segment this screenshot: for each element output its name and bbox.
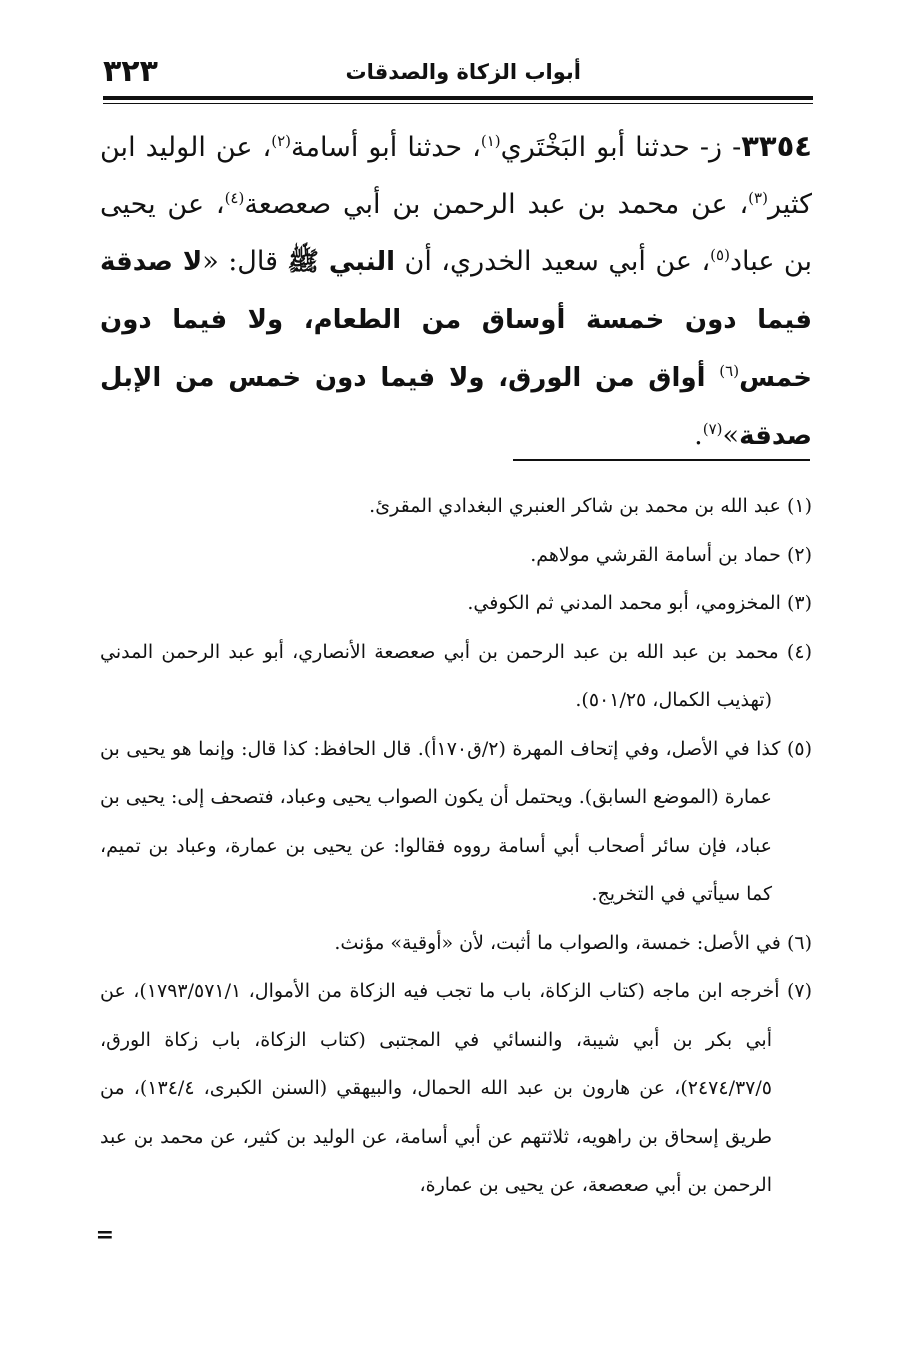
footnote-text: عبد الله بن محمد بن شاكر العنبري البغدادي المقرئ. bbox=[369, 495, 781, 517]
hadith-text bbox=[100, 118, 812, 465]
header-rule-thin bbox=[103, 103, 813, 104]
hadith-part: قال: « bbox=[202, 246, 288, 277]
footnote-number: (٤) bbox=[786, 640, 812, 663]
header-title: أبواب الزكاة والصدقات bbox=[345, 60, 581, 84]
footnote-text: المخزومي، أبو محمد المدني ثم الكوفي. bbox=[467, 592, 781, 614]
footnote bbox=[100, 628, 812, 725]
hadith-part: ، عن محمد بن عبد الرحمن بن أبي صعصعة bbox=[244, 189, 749, 220]
footnote-separator bbox=[513, 459, 810, 461]
footnote bbox=[100, 725, 812, 919]
prophetic-saying: لا صدقة فيما دون خمسة أوساق من الطعام، ولا فيما دون خمس bbox=[100, 247, 812, 393]
hadith-dash: - ز- bbox=[689, 132, 742, 163]
hadith-part: ، عن الوليد ابن كثير bbox=[100, 132, 812, 220]
footnote-text: حماد بن أسامة القرشي مولاهم. bbox=[530, 543, 781, 566]
footnote-text: محمد بن عبد الله بن عبد الرحمن بن أبي صعصعة الأنصاري، أبو عبد الرحمن المدني (تهذيب الكمال، ٥٠١/٢٥). bbox=[100, 640, 779, 711]
hadith-number: ٣٣٥٤ bbox=[741, 129, 813, 163]
hadith-part: ، حدثنا أبو أسامة bbox=[291, 132, 481, 163]
running-header bbox=[103, 54, 813, 92]
footnote-reference: (٧) bbox=[702, 420, 723, 438]
footnote-number: (١) bbox=[786, 495, 812, 517]
footnote-reference: (٤) bbox=[224, 189, 245, 207]
footnote-number: (٧) bbox=[786, 980, 812, 1002]
footnote bbox=[100, 531, 812, 580]
hadith-part: ، عن يحيى بن عباد bbox=[100, 189, 812, 277]
footnote-reference: (٥) bbox=[710, 246, 730, 264]
prophet-mention: النبي ﷺ bbox=[287, 247, 396, 277]
footnotes bbox=[100, 482, 812, 1210]
footnote-text: في الأصل: خمسة، والصواب ما أثبت، لأن «أوقية» مؤنث. bbox=[334, 931, 781, 954]
hadith-part: » bbox=[722, 420, 740, 451]
footnote-reference: (٢) bbox=[271, 132, 292, 150]
continuation-mark: = bbox=[95, 1222, 114, 1248]
footnote-number: (٣) bbox=[786, 592, 812, 614]
footnote-reference: (٣) bbox=[748, 189, 768, 207]
page-number: ٣٢٣ bbox=[103, 54, 158, 89]
footnote bbox=[100, 967, 812, 1210]
footnote bbox=[100, 482, 812, 531]
footnote-reference: (١) bbox=[480, 132, 501, 150]
footnote-text: كذا في الأصل، وفي إتحاف المهرة (٢/ق١٧٠أ). قال الحافظ: كذا قال: وإنما هو يحيى بن عمارة (الموضع السابق). ويحتمل أن يكون الصواب يحيى وعباد، فتصحف إلى: يحيى بن عباد، فإن سائر أصحاب أبي أسامة رووه فقالوا: عن يحيى بن عمارة، وعباد بن تميم، كما سيأتي في التخريج. bbox=[100, 737, 781, 905]
header-rule-thick bbox=[103, 96, 813, 100]
footnote-number: (٢) bbox=[786, 543, 812, 566]
footnote-number: (٦) bbox=[786, 931, 812, 954]
hadith-end: . bbox=[694, 420, 703, 451]
hadith-part: حدثنا أبو البَخْتَري bbox=[500, 132, 690, 163]
footnote bbox=[100, 919, 812, 968]
footnote bbox=[100, 579, 812, 628]
footnote-reference: (٦) bbox=[719, 362, 740, 380]
prophetic-saying: أواق من الورق، ولا فيما دون خمس من الإبل صدقة bbox=[100, 363, 812, 451]
hadith-part: ، عن أبي سعيد الخدري، أن bbox=[395, 246, 711, 277]
footnote-number: (٥) bbox=[786, 737, 812, 760]
footnote-text: أخرجه ابن ماجه (كتاب الزكاة، باب ما تجب فيه الزكاة من الأموال، ١٧٩٣/٥٧١/١)، عن أبي بكر بن أبي شيبة، والنسائي في المجتبى (كتاب الزكاة، باب زكاة الورق، ٢٤٧٤/٣٧/٥)، عن هارون بن عبد الله الحمال، والبيهقي (السنن الكبرى، ١٣٤/٤)، من طريق إسحاق بن راهويه، ثلاثتهم عن أبي أسامة، عن الوليد بن كثير، عن محمد بن عبد الرحمن بن أبي صعصعة، عن يحيى بن عمارة، bbox=[100, 980, 780, 1196]
